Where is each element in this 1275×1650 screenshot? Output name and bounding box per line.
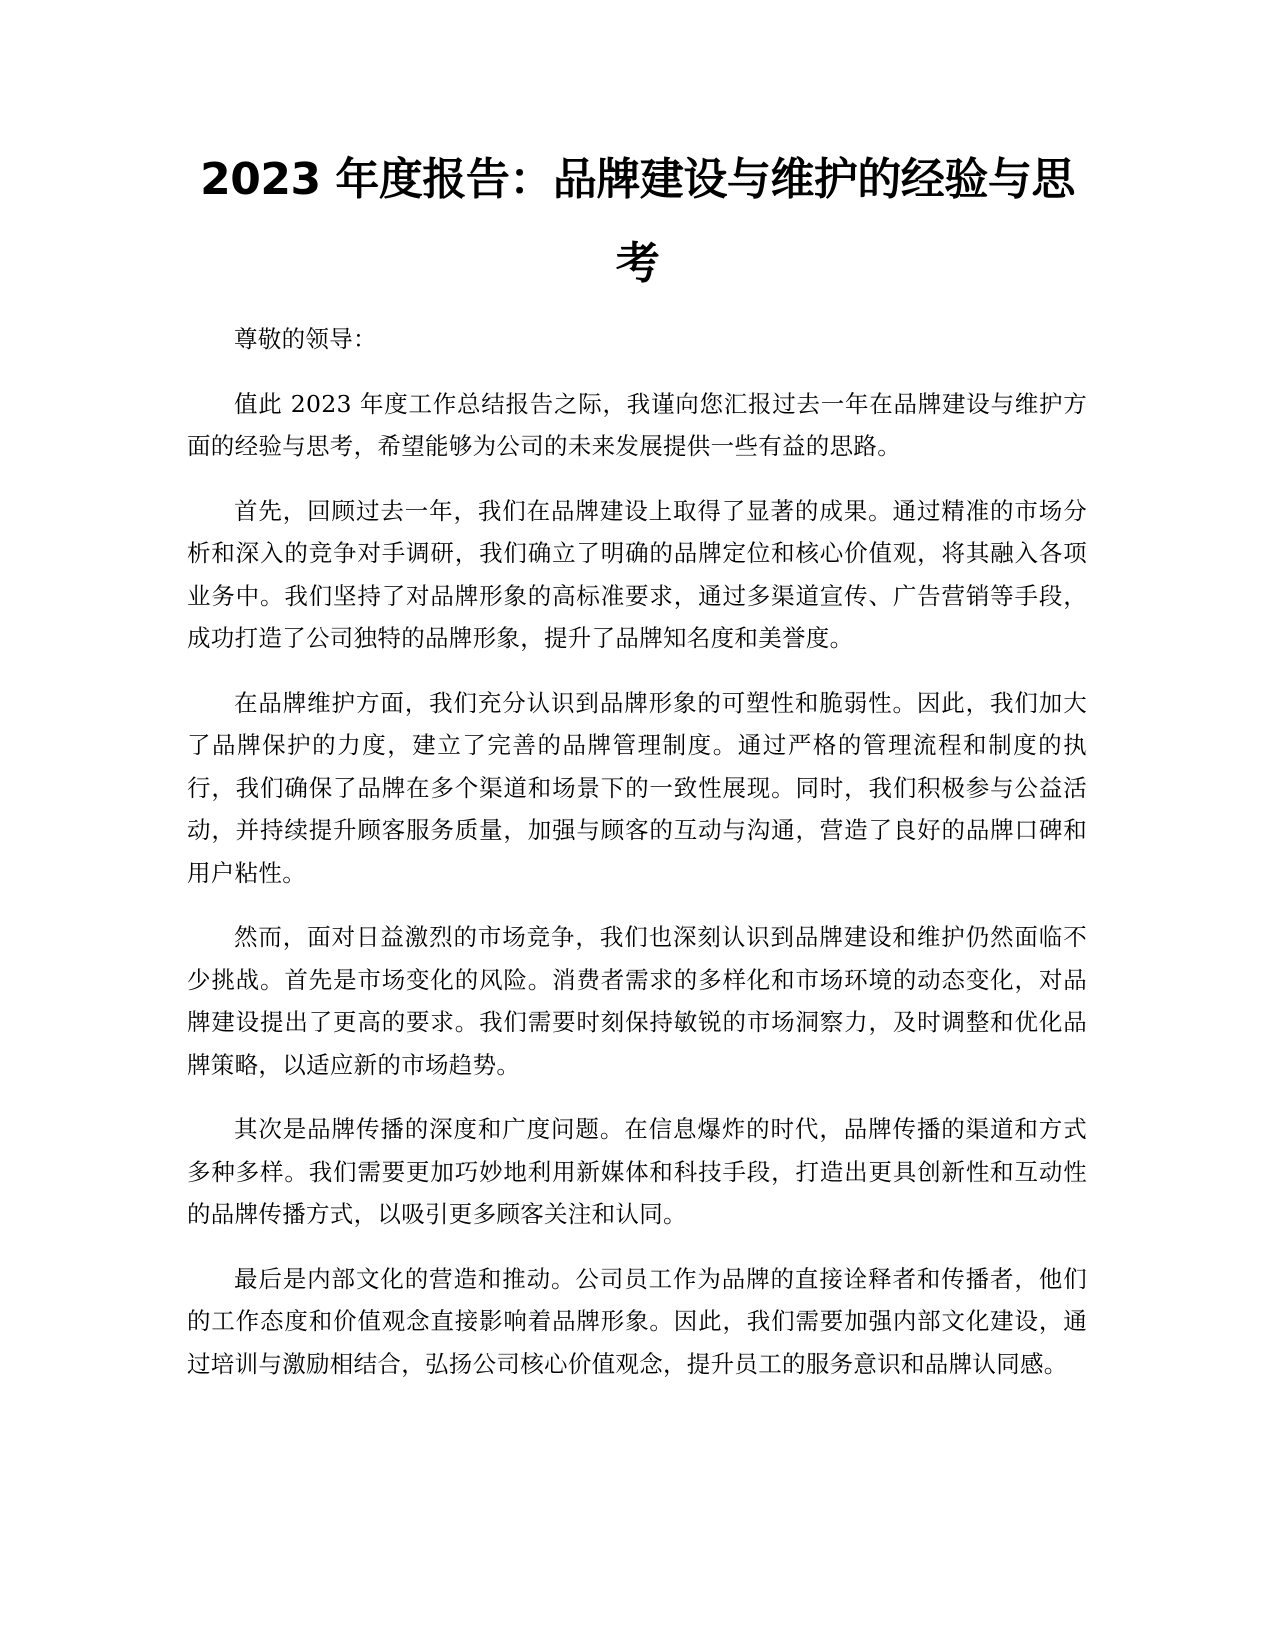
paragraph-brand-building: 首先，回顾过去一年，我们在品牌建设上取得了显著的成果。通过精准的市场分析和深入的竞争对手调研，我们确立了明确的品牌定位和核心价值观，将其融入各项业务中。我们坚持了对品牌形象的高标准要求，通过多渠道宣传、广告营销等手段，成功打造了公司独特的品牌形象，提升了品牌知名度和美誉度。	[187, 496, 1087, 652]
document-title: 2023 年度报告：品牌建设与维护的经验与思考	[200, 154, 1075, 289]
document-body	[187, 318, 1087, 1407]
paragraph-challenges: 然而，面对日益激烈的市场竞争，我们也深刻认识到品牌建设和维护仍然面临不少挑战。首先是市场变化的风险。消费者需求的多样化和市场环境的动态变化，对品牌建设提出了更高的要求。我们需要时刻保持敏锐的市场洞察力，及时调整和优化品牌策略，以适应新的市场趋势。	[187, 923, 1087, 1079]
paragraph-intro: 值此 2023 年度工作总结报告之际，我谨向您汇报过去一年在品牌建设与维护方面的经验与思考，希望能够为公司的未来发展提供一些有益的思路。	[187, 389, 1087, 460]
paragraph-brand-maintenance: 在品牌维护方面，我们充分认识到品牌形象的可塑性和脆弱性。因此，我们加大了品牌保护的力度，建立了完善的品牌管理制度。通过严格的管理流程和制度的执行，我们确保了品牌在多个渠道和场景下的一致性展现。同时，我们积极参与公益活动，并持续提升顾客服务质量，加强与顾客的互动与沟通，营造了良好的品牌口碑和用户粘性。	[187, 688, 1087, 887]
paragraph-internal-culture: 最后是内部文化的营造和推动。公司员工作为品牌的直接诠释者和传播者，他们的工作态度和价值观念直接影响着品牌形象。因此，我们需要加强内部文化建设，通过培训与激励相结合，弘扬公司核心价值观念，提升员工的服务意识和品牌认同感。	[187, 1264, 1087, 1378]
salutation: 尊敬的领导：	[234, 325, 377, 353]
paragraph-communication: 其次是品牌传播的深度和广度问题。在信息爆炸的时代，品牌传播的渠道和方式多种多样。我们需要更加巧妙地利用新媒体和科技手段，打造出更具创新性和互动性的品牌传播方式，以吸引更多顾客关注和认同。	[187, 1115, 1087, 1228]
